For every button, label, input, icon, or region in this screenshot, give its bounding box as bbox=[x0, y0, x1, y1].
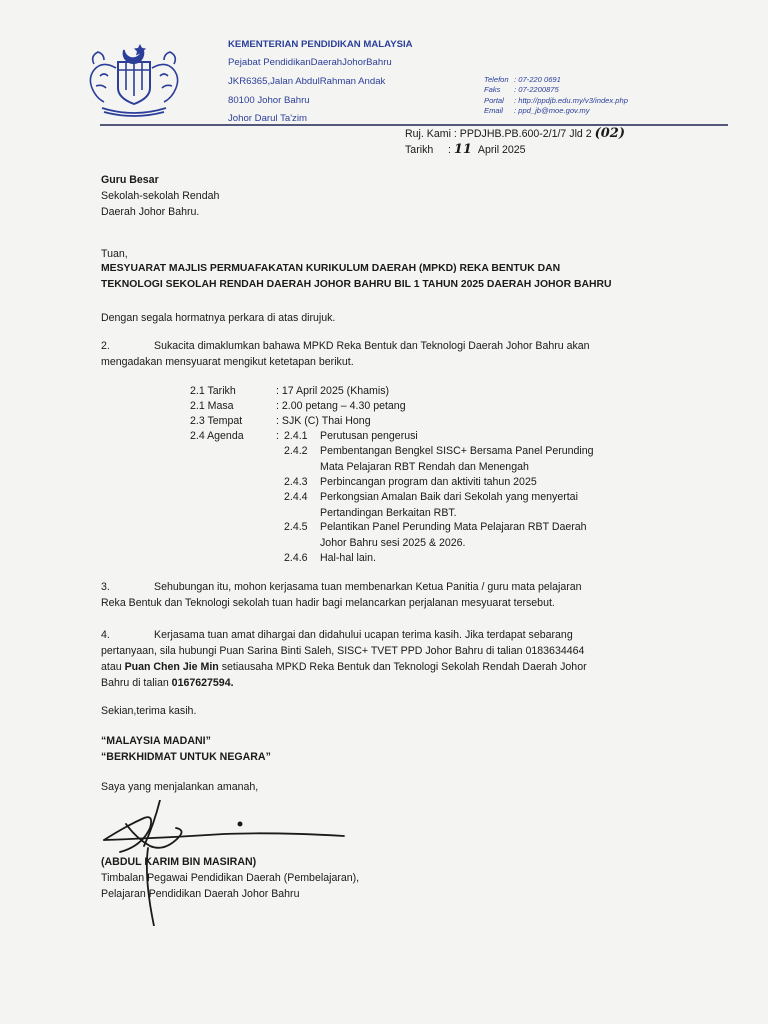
detail-venue-value: : SJK (C) Thai Hong bbox=[276, 415, 371, 427]
agenda-item: 2.4.3 Perbincangan program dan aktiviti tahun 2025 bbox=[284, 476, 537, 488]
reference-handwritten: (02) bbox=[594, 126, 625, 141]
motto-madani: “MALAYSIA MADANI” bbox=[101, 735, 211, 747]
reference-number: Ruj. Kami : PPDJHB.PB.600-2/1/7 Jld 2 (02) bbox=[405, 126, 625, 141]
para4-line-1: Kerjasama tuan amat dihargai dan didahului ucapan terima kasih. Jika terdapat sebarang bbox=[154, 629, 573, 641]
para3-line-1: Sehubungan itu, mohon kerjasama tuan membenarkan Ketua Panitia / guru mata pelajaran bbox=[154, 581, 582, 593]
para2-number: 2. bbox=[101, 340, 110, 352]
reference-block bbox=[405, 126, 625, 158]
contact-email[interactable]: Email : ppd_jb@moe.gov.my bbox=[484, 105, 590, 115]
para2-line-1: Sukacita dimaklumkan bahawa MPKD Reka Bentuk dan Teknologi Daerah Johor Bahru akan bbox=[154, 340, 590, 352]
date-handwritten: 11 bbox=[453, 142, 472, 157]
detail-venue-label: 2.3 Tempat bbox=[190, 415, 243, 427]
agenda-item: 2.4.2 Pembentangan Bengkel SISC+ Bersama Panel Perunding Mata Pelajaran RBT Rendah dan Menengah bbox=[284, 445, 594, 473]
detail-agenda-label: 2.4 Agenda bbox=[190, 430, 244, 442]
contact-phone: Telefon : 07-220 0691 bbox=[484, 75, 561, 84]
agenda-item: 2.4.5 Pelantikan Panel Perunding Mata Pelajaran RBT Daerah Johor Bahru sesi 2025 & 2026. bbox=[284, 521, 587, 549]
para3-line-2: Reka Bentuk dan Teknologi sekolah tuan hadir bagi melancarkan perjalanan mesyuarat tersebut. bbox=[101, 597, 555, 609]
agenda-item: 2.4.4 Perkongsian Amalan Baik dari Sekolah yang menyertai Pertandingan Berkaitan RBT. bbox=[284, 491, 578, 519]
detail-time-value: : 2.00 petang – 4.30 petang bbox=[276, 400, 406, 412]
agenda-item: 2.4.6 Hal-hal lain. bbox=[284, 552, 376, 564]
recipient-title: Guru Besar bbox=[101, 174, 159, 186]
detail-date-value: : 17 April 2025 (Khamis) bbox=[276, 385, 390, 397]
para4-number: 4. bbox=[101, 629, 110, 641]
sign-intro: Saya yang menjalankan amanah, bbox=[101, 781, 259, 793]
contact-fax: Faks : 07-2200875 bbox=[484, 85, 559, 95]
motto-berkhidmat: “BERKHIDMAT UNTUK NEGARA” bbox=[101, 751, 271, 763]
closing-line: Sekian,terima kasih. bbox=[101, 705, 197, 717]
signatory-name: (ABDUL KARIM BIN MASIRAN) bbox=[101, 856, 257, 868]
detail-time-label: 2.1 Masa bbox=[190, 400, 234, 412]
coat-of-arms-icon bbox=[80, 38, 188, 122]
agenda-item: 2.4.1 Perutusan pengerusi bbox=[284, 430, 418, 442]
contact-phone-number: 0167627594. bbox=[171, 677, 234, 689]
letter-date: Tarikh : 11 April 2025 bbox=[405, 142, 526, 157]
para4-line-3: atau Puan Chen Jie Min setiausaha MPKD Reka Bentuk dan Teknologi Sekolah Rendah Daerah Johor bbox=[101, 661, 587, 673]
recipient-line-1: Sekolah-sekolah Rendah bbox=[101, 190, 220, 202]
detail-date-label: 2.1 Tarikh bbox=[190, 385, 236, 397]
contact-portal[interactable]: Portal : http://ppdjb.edu.my/v3/index.php bbox=[484, 95, 628, 105]
para4-line-2: pertanyaan, sila hubungi Puan Sarina Binti Saleh, SISC+ TVET PPD Johor Bahru di talian 0183634464 bbox=[101, 645, 585, 657]
para2-line-2: mengadakan mensyuarat mengikut ketetapan berikut. bbox=[101, 356, 354, 368]
signatory-title-2: Pelajaran Pendidikan Daerah Johor Bahru bbox=[101, 888, 300, 900]
address-line-1: JKR6365,Jalan AbdulRahman Andak bbox=[228, 76, 386, 87]
contact-person-name: Puan Chen Jie Min bbox=[124, 661, 219, 673]
signatory-title-1: Timbalan Pegawai Pendidikan Daerah (Pembelajaran), bbox=[101, 872, 360, 884]
intro-line: Dengan segala hormatnya perkara di atas dirujuk. bbox=[101, 312, 336, 324]
detail-agenda-colon: : bbox=[276, 430, 279, 442]
contact-block bbox=[484, 75, 628, 116]
para4-line-4: Bahru di talian 0167627594. bbox=[101, 677, 234, 689]
office-name: Pejabat PendidikanDaerahJohorBahru bbox=[228, 57, 392, 68]
address-state: Johor Darul Ta'zim bbox=[228, 113, 307, 124]
address-line-2: 80100 Johor Bahru bbox=[228, 95, 310, 106]
letter-subject: MESYUARAT MAJLIS PERMUAFAKATAN KURIKULUM DAERAH (MPKD) REKA BENTUK DAN TEKNOLOGI SEKOLAH RENDAH DAERAH JOHOR BAHRU BIL 1 TAHUN 2025 DAERAH JOHOR BAHRU bbox=[101, 263, 612, 291]
recipient-line-2: Daerah Johor Bahru. bbox=[101, 206, 200, 218]
salutation: Tuan, bbox=[101, 248, 128, 260]
ministry-name: KEMENTERIAN PENDIDIKAN MALAYSIA bbox=[228, 39, 413, 50]
para3-number: 3. bbox=[101, 581, 110, 593]
